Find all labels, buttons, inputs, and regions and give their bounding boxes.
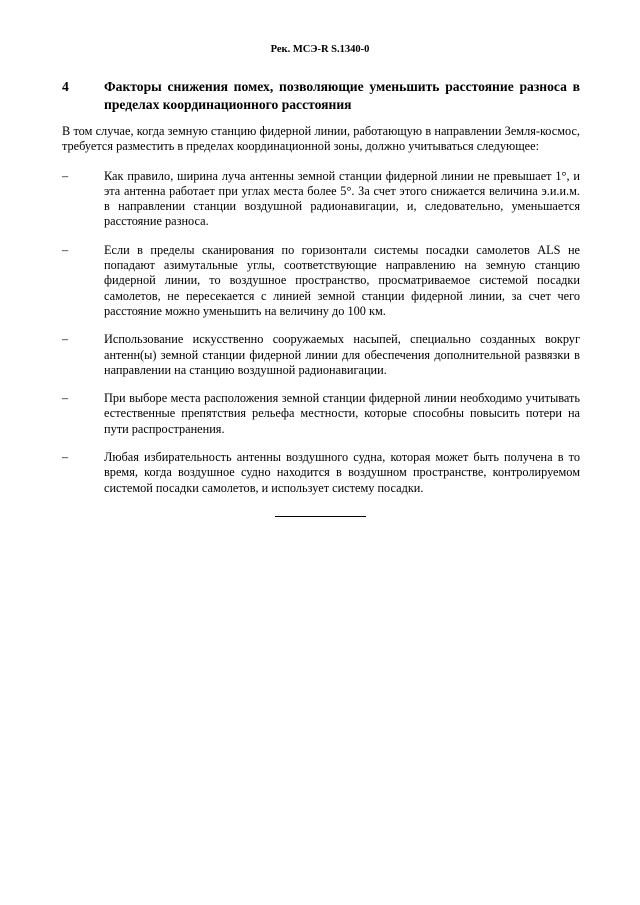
bullet-text: Если в пределы сканирования по горизонтали системы посадки самолетов ALS не попадают азимутальные углы, соответствующие направлению на земную станцию фидерной линии, то воздушное пространство, просматриваемое системой посадки самолетов, не пересекается с линией земной станции фидерной линии, за счет чего расстояние можно уменьшить на величину до 100 км. [104,242,580,318]
list-item [62,243,580,319]
bullet-text: Использование искусственно сооружаемых насыпей, специально созданных вокруг антенн(ы) земной станции фидерной линии для обеспечения дополнительной развязки в направлении на станцию воздушной радионавигации. [104,332,580,377]
list-item [62,450,580,496]
bullet-text: Как правило, ширина луча антенны земной станции фидерной линии не превышает 1°, и эта антенна работает при углах места более 5°. За счет этого снижается величина э.и.и.м. в направлении станции воздушной радионавигации, и, следовательно, уменьшается расстояние разноса. [104,168,580,229]
list-item [62,332,580,378]
section-heading [62,78,580,114]
list-item [62,391,580,437]
bullet-dash: – [62,168,69,183]
section-title: Факторы снижения помех, позволяющие уменьшить расстояние разноса в пределах координационного расстояния [104,79,580,112]
bullet-text: Любая избирательность антенны воздушного судна, которая может быть получена в то время, когда воздушное судно находится в воздушном пространстве, контролируемом системой посадки самолетов, и использует систему посадки. [104,450,580,495]
bullet-list [62,169,580,496]
intro-paragraph: В том случае, когда земную станцию фидерной линии, работающую в направлении Земля-космос, требуется разместить в пределах координационной зоны, должно учитываться следующее: [62,124,580,154]
section-number: 4 [62,79,69,94]
list-item [62,169,580,230]
section-4 [62,78,580,509]
bullet-dash: – [62,450,69,465]
page-header: Рек. МСЭ-R S.1340-0 [270,44,370,55]
bullet-dash: – [62,332,69,347]
end-rule [275,516,366,517]
bullet-dash: – [62,391,69,406]
bullet-text: При выборе места расположения земной станции фидерной линии необходимо учитывать естественные препятствия рельефа местности, которые способны повысить потери на пути распространения. [104,391,580,436]
bullet-dash: – [62,242,69,257]
